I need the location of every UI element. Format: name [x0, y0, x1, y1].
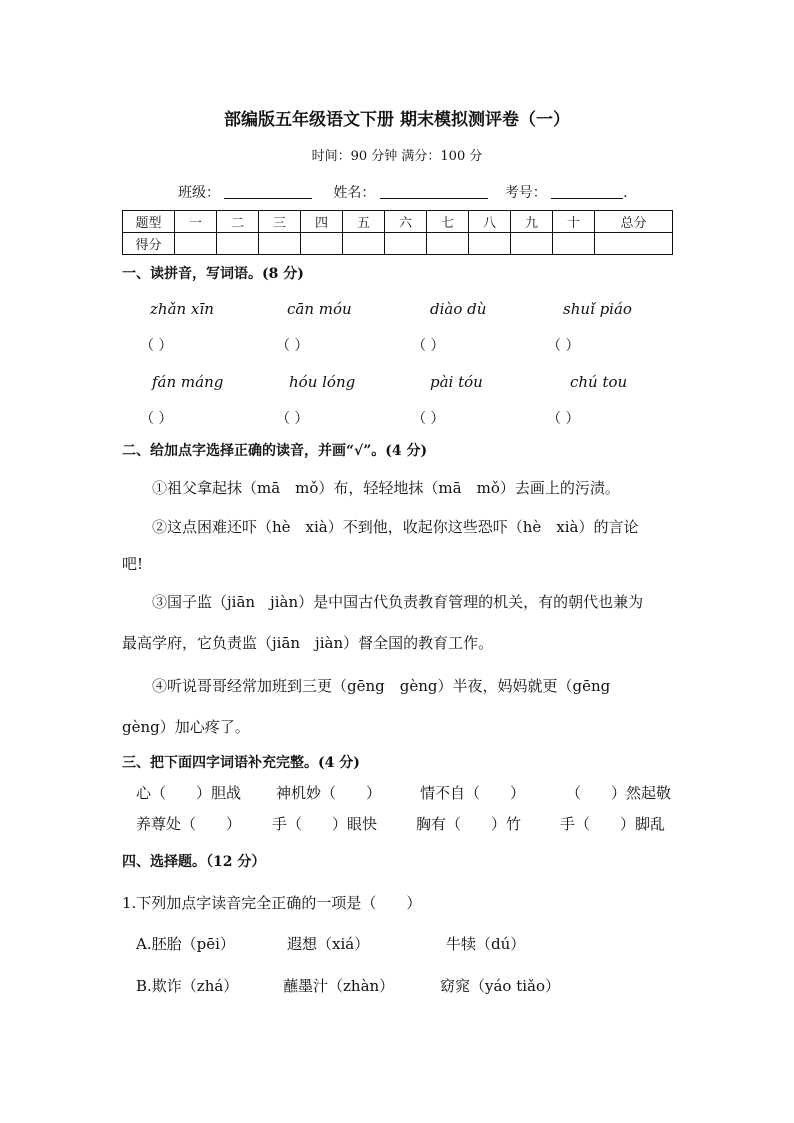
table-header-cell: 八 [469, 211, 511, 233]
exam-no-field[interactable] [551, 184, 623, 199]
table-header-cell: 六 [385, 211, 427, 233]
score-table-score-row [123, 233, 673, 255]
section1-heading: 一、读拼音，写词语。(8 分) [122, 266, 304, 282]
answer-blank[interactable]: （ ） [276, 411, 309, 427]
score-row-label: 得分 [123, 233, 175, 255]
option-b: B.欺诈（zhá） [136, 977, 239, 995]
option-a-word: 牛犊（dú） [446, 935, 526, 953]
score-cell[interactable] [511, 233, 553, 255]
section3-heading: 三、把下面四字词语补充完整。(4 分) [122, 755, 360, 771]
pinyin-item: hóu lóng [289, 373, 356, 391]
idiom-item: 心（ ）胆战 [136, 784, 242, 802]
question-text: 吧! [122, 555, 144, 573]
score-cell[interactable] [427, 233, 469, 255]
idiom-item: （ ）然起敬 [566, 784, 672, 802]
table-header-cell: 九 [511, 211, 553, 233]
name-field[interactable] [380, 184, 488, 199]
pinyin-item: fán máng [152, 373, 224, 391]
score-table-header-row [123, 211, 673, 233]
score-cell[interactable] [259, 233, 301, 255]
exam-no-label: 考号： [504, 185, 547, 201]
score-cell[interactable] [595, 233, 673, 255]
question-text: ③国子监（jiān jiàn）是中国古代负责教育管理的机关，有的朝代也兼为 [152, 593, 644, 611]
end-mark: . [623, 185, 628, 201]
answer-blank[interactable]: （ ） [140, 338, 173, 354]
score-cell[interactable] [301, 233, 343, 255]
answer-blank[interactable]: （ ） [412, 338, 445, 354]
idiom-item: 胸有（ ）竹 [416, 815, 522, 833]
pinyin-item: pài tóu [430, 373, 483, 391]
table-header-cell: 一 [175, 211, 217, 233]
exam-time-info: 时间：90 分钟 满分：100 分 [311, 149, 483, 164]
option-a-word: 遐想（xiá） [287, 935, 370, 953]
table-header-cell: 十 [553, 211, 595, 233]
question-text: ④听说哥哥经常加班到三更（gēng gèng）半夜，妈妈就更（gēng [152, 677, 611, 695]
answer-blank[interactable]: （ ） [412, 411, 445, 427]
score-cell[interactable] [175, 233, 217, 255]
class-label: 班级： [178, 185, 220, 201]
section2-heading: 二、给加点字选择正确的读音，并画“√”。(4 分) [122, 443, 428, 459]
name-label: 姓名： [333, 185, 376, 201]
pinyin-item: shuǐ piáo [563, 300, 632, 318]
question-text: 1.下列加点字读音完全正确的一项是（ ） [122, 894, 422, 912]
question-text: gèng）加心疼了。 [122, 718, 250, 736]
question-text: ②这点困难还吓（hè xià）不到他，收起你这些恐吓（hè xià）的言论 [152, 518, 639, 536]
table-header-cell: 题型 [123, 211, 175, 233]
answer-blank[interactable]: （ ） [140, 411, 173, 427]
answer-blank[interactable]: （ ） [276, 338, 309, 354]
score-cell[interactable] [343, 233, 385, 255]
table-header-cell: 三 [259, 211, 301, 233]
table-header-cell: 总分 [595, 211, 673, 233]
idiom-item: 情不自（ ） [420, 784, 526, 802]
score-cell[interactable] [553, 233, 595, 255]
page-title: 部编版五年级语文下册 期末模拟测评卷（一） [224, 110, 570, 130]
score-table [122, 210, 673, 255]
answer-blank[interactable]: （ ） [547, 338, 580, 354]
option-a: A.胚胎（pēi） [136, 935, 235, 953]
idiom-item: 神机妙（ ） [276, 784, 382, 802]
pinyin-item: cān móu [287, 300, 352, 318]
score-cell[interactable] [469, 233, 511, 255]
score-cell[interactable] [385, 233, 427, 255]
pinyin-item: zhǎn xīn [150, 300, 214, 318]
table-header-cell: 四 [301, 211, 343, 233]
idiom-item: 养尊处（ ） [136, 815, 242, 833]
score-cell[interactable] [217, 233, 259, 255]
class-field[interactable] [224, 184, 312, 199]
option-b-word: 蘸墨汁（zhàn） [283, 977, 395, 995]
answer-blank[interactable]: （ ） [547, 411, 580, 427]
student-info-line [178, 182, 628, 202]
pinyin-item: diào dù [430, 300, 487, 318]
idiom-item: 手（ ）脚乱 [560, 815, 666, 833]
section4-heading: 四、选择题。（12 分） [122, 854, 266, 870]
idiom-item: 手（ ）眼快 [272, 815, 378, 833]
table-header-cell: 五 [343, 211, 385, 233]
question-text: 最高学府，它负责监（jiān jiàn）督全国的教育工作。 [122, 634, 494, 652]
table-header-cell: 七 [427, 211, 469, 233]
question-text: ①祖父拿起抹（mā mǒ）布，轻轻地抹（mā mǒ）去画上的污渍。 [152, 479, 620, 497]
pinyin-item: chú tou [570, 373, 628, 391]
option-b-word: 窈窕（yáo tiǎo） [440, 977, 561, 995]
table-header-cell: 二 [217, 211, 259, 233]
